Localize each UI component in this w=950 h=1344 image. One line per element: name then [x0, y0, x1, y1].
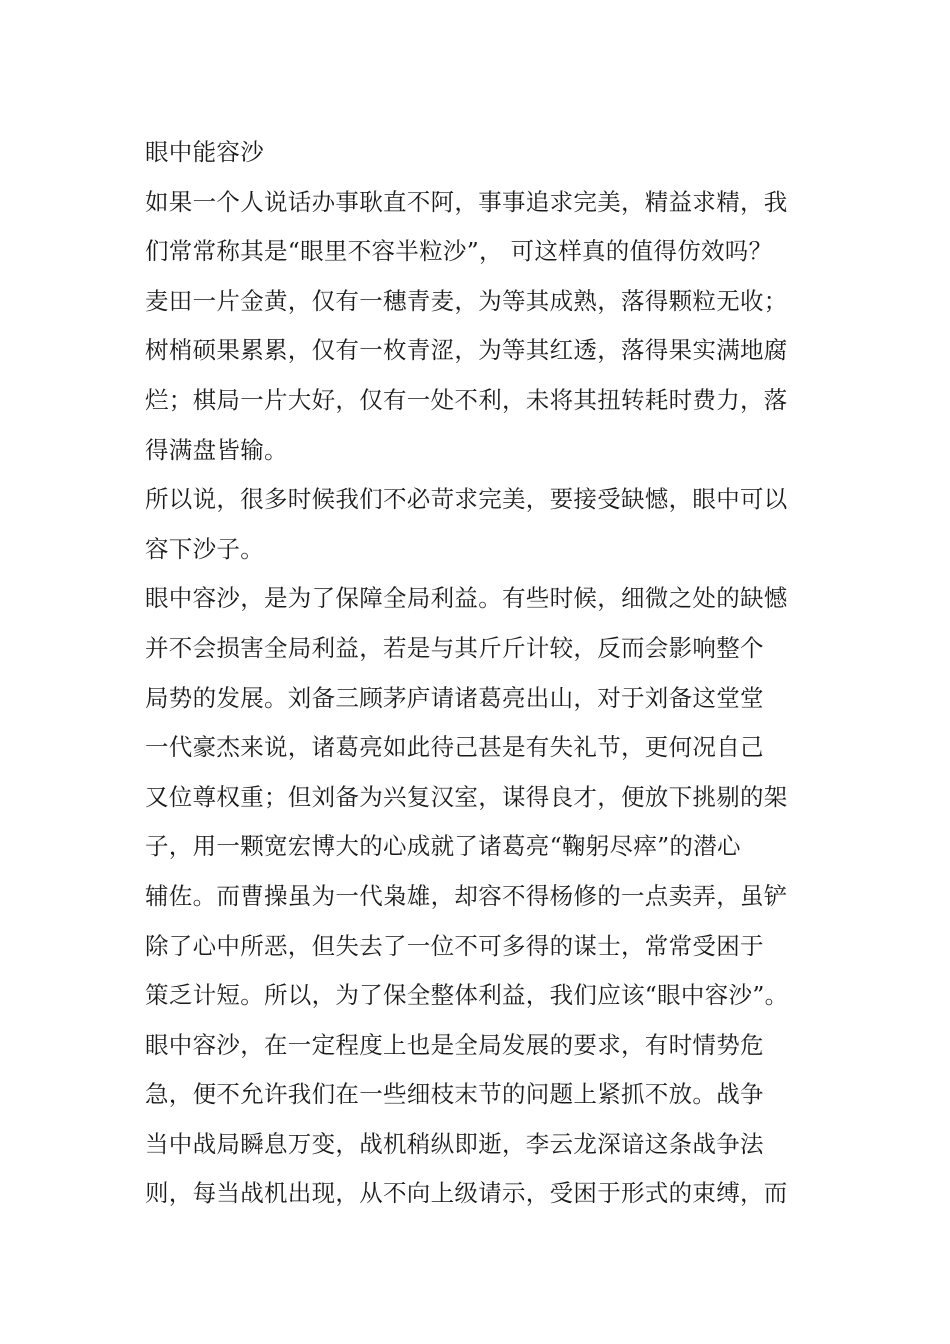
text-line: 得满盘皆输。	[145, 435, 288, 464]
text-line: 眼中容沙，是为了保障全局利益。有些时候，细微之处的缺憾	[145, 584, 788, 613]
text-line: 则，每当战机出现，从不向上级请示，受困于形式的束缚，而	[145, 1179, 788, 1208]
document-page	[145, 128, 810, 1219]
text-line: 如果一个人说话办事耿直不阿，事事追求完美，精益求精，我	[145, 187, 788, 216]
text-line: 眼中容沙，在一定程度上也是全局发展的要求，有时情势危	[145, 1030, 764, 1059]
text-line: 当中战局瞬息万变，战机稍纵即逝，李云龙深谙这条战争法	[145, 1129, 764, 1158]
text-line: 并不会损害全局利益，若是与其斤斤计较，反而会影响整个	[145, 633, 764, 662]
text-line: 又位尊权重；但刘备为兴复汉室，谋得良才，便放下挑剔的架	[145, 782, 788, 811]
text-line: 们常常称其是“眼里不容半粒沙”， 可这样真的值得仿效吗？	[145, 237, 773, 266]
text-line: 策乏计短。所以，为了保全整体利益，我们应该“眼中容沙”。	[145, 981, 789, 1010]
text-line: 树梢硕果累累，仅有一枚青涩，为等其红透，落得果实满地腐	[145, 336, 788, 365]
text-line: 子，用一颗宽宏博大的心成就了诸葛亮“鞠躬尽瘁”的潜心	[145, 832, 741, 861]
text-line: 所以说，很多时候我们不必苛求完美，要接受缺憾，眼中可以	[145, 485, 788, 514]
document-title: 眼中能容沙	[145, 138, 264, 166]
text-line: 辅佐。而曹操虽为一代枭雄，却容不得杨修的一点卖弄，虽铲	[145, 881, 788, 910]
text-line: 烂；棋局一片大好，仅有一处不利，未将其扭转耗时费力，落	[145, 385, 788, 414]
text-line: 麦田一片金黄，仅有一穗青麦，为等其成熟，落得颗粒无收；	[145, 286, 788, 315]
text-line: 一代豪杰来说，诸葛亮如此待己甚是有失礼节，更何况自己	[145, 733, 764, 762]
text-line: 除了心中所恶，但失去了一位不可多得的谋士，常常受困于	[145, 931, 764, 960]
text-line: 急，便不允许我们在一些细枝末节的问题上紧抓不放。战争	[145, 1080, 764, 1109]
text-line: 容下沙子。	[145, 534, 264, 563]
text-line: 局势的发展。刘备三顾茅庐请诸葛亮出山，对于刘备这堂堂	[145, 683, 764, 712]
